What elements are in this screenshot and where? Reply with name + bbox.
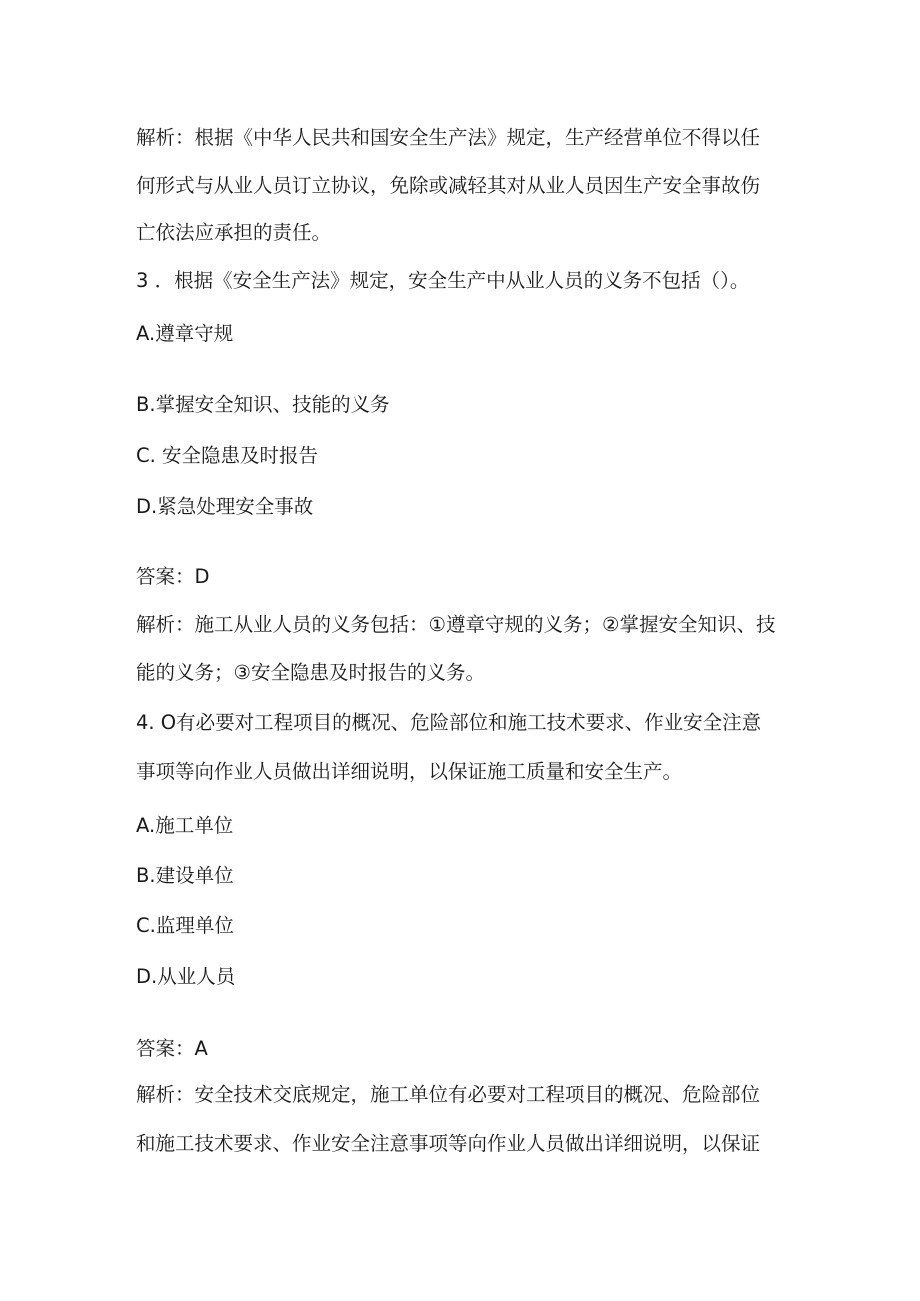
q4-option-a: A.施工单位 — [136, 814, 234, 837]
q4-option-b: B.建设单位 — [136, 864, 234, 887]
analysis-3-line-2: 能的义务；③安全隐患及时报告的义务。 — [136, 661, 485, 684]
analysis-3-line-1: 解析：施工从业人员的义务包括：①遵章守规的义务；②掌握安全知识、技 — [136, 613, 776, 636]
question-4-line-1: 4. O有必要对工程项目的概况、危险部位和施工技术要求、作业安全注意 — [136, 711, 762, 734]
q3-option-a: A.遵章守规 — [136, 322, 234, 345]
analysis-1-line-2: 何形式与从业人员订立协议，免除或减轻其对从业人员因生产安全事故伤 — [136, 174, 761, 197]
analysis-1-line-3: 亡依法应承担的责任。 — [136, 221, 332, 244]
analysis-4-line-2: 和施工技术要求、作业安全注意事项等向作业人员做出详细说明，以保证 — [136, 1132, 761, 1155]
q4-option-c: C.监理单位 — [136, 914, 234, 937]
q3-answer: 答案：D — [136, 565, 210, 588]
analysis-4-line-1: 解析：安全技术交底规定，施工单位有必要对工程项目的概况、危险部位 — [136, 1083, 761, 1106]
q4-option-d: D.从业人员 — [136, 965, 236, 988]
question-4-line-2: 事项等向作业人员做出详细说明，以保证施工质量和安全生产。 — [136, 760, 683, 783]
q4-answer: 答案：A — [136, 1037, 208, 1060]
q3-option-b: B.掌握安全知识、技能的义务 — [136, 393, 390, 416]
q3-option-d: D.紧急处理安全事故 — [136, 495, 314, 518]
analysis-1-line-1: 解析：根据《中华人民共和国安全生产法》规定，生产经营单位不得以任 — [136, 126, 761, 149]
q3-option-c: C. 安全隐患及时报告 — [136, 444, 319, 467]
question-3: 3 ．根据《安全生产法》规定，安全生产中从业人员的义务不包括（）。 — [136, 269, 750, 292]
